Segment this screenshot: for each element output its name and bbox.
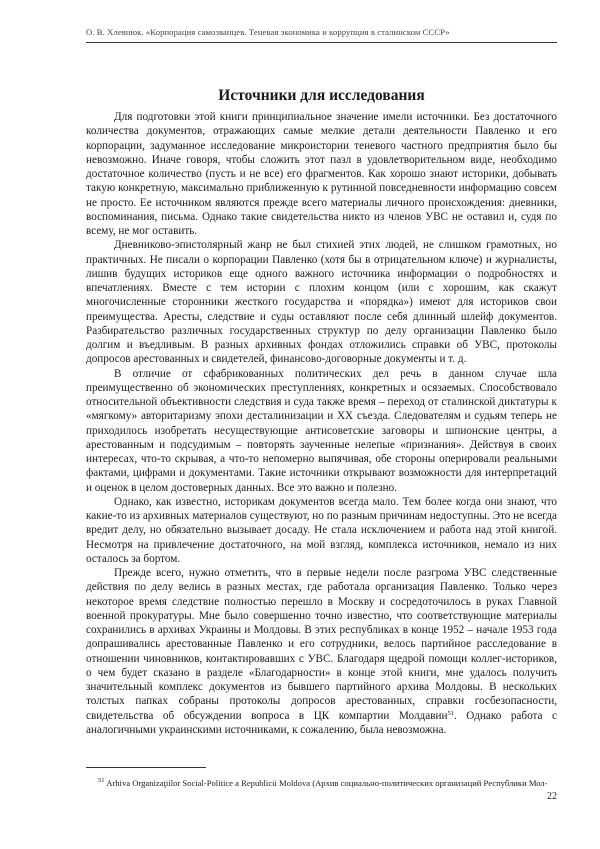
paragraph-5 — [86, 566, 557, 737]
footnote-rule — [86, 767, 206, 768]
header-rule — [86, 42, 557, 43]
section-title: Источники для исследования — [218, 87, 425, 104]
body-text — [86, 110, 557, 737]
paragraph-5-tail: . Однако работа с аналогичными украинскими источниками, к сожалению, была невозможна. — [86, 709, 557, 736]
footnote-number: 51 — [98, 778, 105, 784]
footnote — [86, 778, 557, 788]
paragraph-1: Для подготовки этой книги принципиальное значение имели источники. Без достаточного количества документов, отражающих самые мелкие детали деятельности Павленко и его корпорации, задуманное исследование микроистории теневого частного предприятия было бы невозможно. Иначе говоря, чтобы сложить этот пазл в удовлетворительном виде, необходимо достаточное количество (пусть и не все) его фрагментов. Как хорошо знают историки, добывать такую конкретную, максимально приближенную к рутинной повседневности информацию совсем не просто. Ее источником являются прежде всего материалы личного происхождения: дневники, воспоминания, письма. Однако такие свидетельства никто из членов УВС не оставил и, судя по всему, не мог оставить. — [86, 111, 557, 237]
running-head: О. В. Хлевнюк. «Корпорация самозванцев. Теневая экономика и коррупция в сталинском СССР» — [86, 27, 450, 37]
page-number: 22 — [547, 791, 557, 802]
paragraph-3: В отличие от сфабрикованных политических дел речь в данном случае шла преимущественно об экономических преступлениях, конкретных и осязаемых. Способствовало относительной объективности следствия и суда также время – переход от сталинской диктатуры к «мягкому» авторитаризму эпохи десталинизации и XX съезда. Следователям и судьям теперь не приходилось изобретать несуществующие антисоветские заговоры и шпионские центры, а арестованным и подсудимым – повторять заученные нелепые «признания». Действуя в своих интересах, что-то скрывая, а что-то непомерно выпячивая, обе стороны оперировали реальными фактами, цифрами и документами. Такие источники открывают возможности для интерпретаций и оценок в целом достоверных данных. Все это важно и полезно. — [86, 367, 557, 494]
paragraph-4: Однако, как известно, историкам документов всегда мало. Тем более когда они знают, что какие-то из архивных материалов существуют, но по разным причинам недоступны. Это не всегда вредит делу, но обязательно вызывает досаду. Не стала исключением и работа над этой книгой. Несмотря на привлечение достаточного, на мой взгляд, комплекса источников, немало из них осталось за бортом. — [86, 495, 557, 565]
footnote-marker[interactable]: 51 — [447, 709, 454, 717]
paragraph-2: Дневниково-эпистолярный жанр не был стихией этих людей, не слишком грамотных, но практичных. Не писали о корпорации Павленко (хотя бы в отрицательном ключе) и журналисты, лишив будущих историков еще одного важного источника информации о подробностях и впечатлениях. Вместе с тем истории с плохим концом (или с хорошим, как скажут многочисленные сторонники жесткого государства и «порядка») имеют для историков свои преимущества. Аресты, следствие и суды оставляют после себя длинный шлейф документов. Разбирательство различных государственных структур по делу организации Павленко было долгим и въедливым. В разных архивных фондах отложились справки об УВС, протоколы допросов арестованных и свидетелей, финансово-договорные документы и т. д. — [86, 239, 557, 366]
footnote-text: Arhiva Organizaţiilor Social-Politice a Republicii Moldova (Архив социально-политических организаций Республики Мол- — [106, 778, 548, 788]
paragraph-5-text: Прежде всего, нужно отметить, что в первые недели после разгрома УВС следственные действия по делу велись в разных местах, где работала организация Павленко. Только через некоторое время следствие полностью перешло в Москву и сосредоточилось в руках Главной военной прокуратуры. Мне было совершенно точно известно, что соответствующие материалы сохранились в архивах Украины и Молдовы. В этих республиках в конце 1952 – начале 1953 года допрашивались арестованные Павленко и его сотрудники, велось партийное расследование в отношении чиновников, контактировавших с УВС. Благодаря щедрой помощи коллег-историков, о чем будет сказано в разделе «Благодарности» в конце этой книги, мне удалось получить значительный комплекс документов из бывшего партийного архива Молдовы. В нескольких толстых папках собраны протоколы допросов арестованных, справки госбезопасности, свидетельства об обсуждении вопроса в ЦК компартии Молдавии — [86, 567, 557, 722]
